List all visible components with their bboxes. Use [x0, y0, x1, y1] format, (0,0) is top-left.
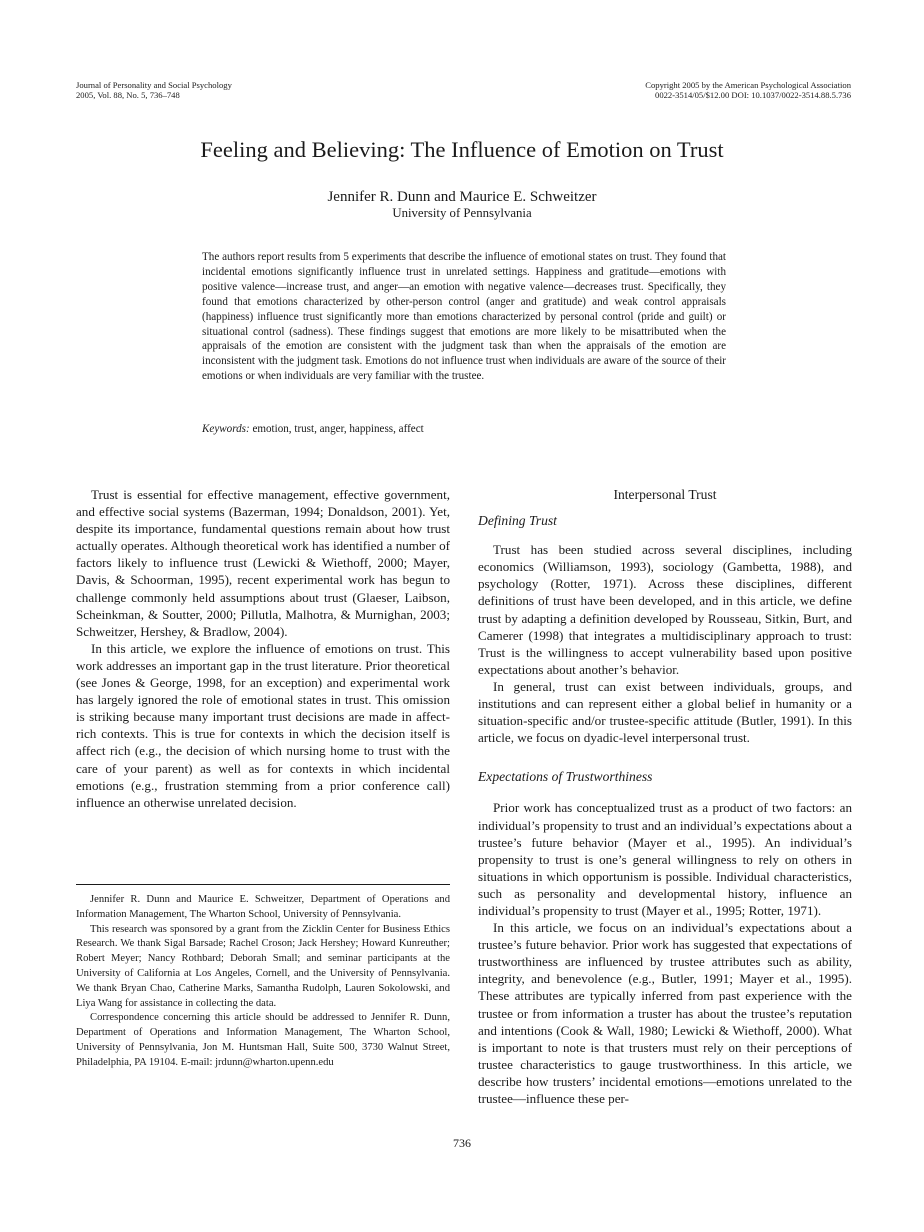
journal-volume: 2005, Vol. 88, No. 5, 736–748 [76, 90, 180, 100]
body-paragraph: Trust has been studied across several disciplines, including economics (Williamson, 1993), sociology (Gambetta, 1988), and psychology (Rotter, 1971). Across these disciplines, different definitions of trust have been developed, and in this article, we define trust by adapting a definition developed by Rousseau, Sitkin, Burt, and Camerer (1998) that integrates a multidisciplinary approach to trust: Trust is the willingness to accept vulnerability based upon positive expectations about another’s behavior. [478, 542, 852, 677]
left-column [76, 486, 450, 811]
author-names: Jennifer R. Dunn and Maurice E. Schweitzer [327, 189, 597, 205]
journal-citation [76, 80, 232, 100]
body-paragraph: Trust is essential for effective management, effective government, and effective social systems (Bazerman, 1994; Donaldson, 2001). Yet, despite its importance, fundamental questions remain about how trust actually operates. Although theoretical work has identified a number of factors likely to influence trust (Lewicki & Wiethoff, 2000; Mayer, Davis, & Schoorman, 1995), recent experimental work has begun to challenge commonly held assumptions about trust (Glaeser, Laibson, Scheinkman, & Soutter, 2000; Pillutla, Malhotra, & Murnighan, 2003; Schweitzer, Hershey, & Bradlow, 2004). [76, 487, 450, 639]
footnote-acknowledgments: This research was sponsored by a grant from the Zicklin Center for Business Ethics Research. We thank Sigal Barsade; Rachel Croson; Jack Hershey; Howard Kunreuther; Robert Meyer; Nancy Rothbard; Deborah Small; and seminar participants at the University of California at Los Angeles, Cornell, and the University of Pennsylvania. We thank Bryan Chao, Catherine Marks, Samantha Rudolph, Lauren Sokolowski, and Liya Wang for assistance in collecting the data. [76, 923, 450, 1009]
body-paragraph: In general, trust can exist between individuals, groups, and institutions and can represent either a global belief in humanity or a situation-specific and/or trustee-specific attitude (Butler, 1991). In this article, we focus on dyadic-level interpersonal trust. [478, 678, 852, 746]
keywords-list: emotion, trust, anger, happiness, affect [252, 423, 424, 435]
body-paragraph: Prior work has conceptualized trust as a product of two factors: an individual’s propensity to trust and an individual’s expectations about a trustee’s future behavior (Mayer et al., 1995). An individual’s propensity to trust is one’s general willingness to rely on others in situations in which opportunism is possible. Individual characteristics, such as personality and developmental history, influence an individual’s propensity to trust (Mayer et al., 1995; Rotter, 1971). [478, 800, 852, 918]
doi-line: 0022-3514/05/$12.00 DOI: 10.1037/0022-3514.88.5.736 [655, 90, 851, 100]
footnote-correspondence: Correspondence concerning this article should be addressed to Jennifer R. Dunn, Department of Operations and Information Management, The Wharton School, University of Pennsylvania, Jon M. Huntsman Hall, Suite 500, 3730 Walnut Street, Philadelphia, PA 19104. E-mail: jrdunn@wharton.upenn.edu [76, 1012, 450, 1068]
footnote-author-note: Jennifer R. Dunn and Maurice E. Schweitzer, Department of Operations and Information Management, The Wharton School, University of Pennsylvania. [76, 894, 450, 920]
keywords [202, 423, 726, 435]
abstract: The authors report results from 5 experiments that describe the influence of emotional states on trust. They found that incidental emotions significantly influence trust in unrelated settings. Happiness and gratitude—emotions with positive valence—increase trust, and anger—an emotion with negative valence—decreases trust. Specifically, they found that emotions characterized by other-person control (anger and gratitude) and weak control appraisals (happiness) influence trust significantly more than emotions characterized by personal control (pride and guilt) or situational control (sadness). These findings suggest that emotions are more likely to be misattributed when the appraisals of the emotion are consistent with the judgment task than when the appraisals of the emotion are inconsistent with the judgment task. Emotions do not influence trust when individuals are aware of the source of their emotions or when individuals are very familiar with the trustee. [202, 251, 726, 383]
right-column [478, 486, 852, 1107]
footnotes [76, 893, 450, 1071]
section-heading: Interpersonal Trust [613, 487, 717, 502]
footnote-divider [76, 884, 450, 885]
copyright-line: Copyright 2005 by the American Psychological Association [645, 80, 851, 90]
body-paragraph: In this article, we focus on an individual’s expectations about a trustee’s future behavior. Prior work has suggested that expectations of trustworthiness are influenced by trustee attributes such as ability, integrity, and benevolence (e.g., Butler, 1991; Mayer et al., 1995). These attributes are typically inferred from past experience with the trustee or from information a truster has about the trustee’s reputation and intentions (Cook & Wall, 1980; Lewicki & Wiethoff, 2000). What is important to note is that trusters must rely on their perceptions of trustee characteristics to gauge trustworthiness. In this article, we describe how trusters’ incidental emotions—emotions unrelated to the trustee—influence these per- [478, 920, 852, 1106]
keywords-label: Keywords: [202, 423, 250, 435]
subsection-heading: Expectations of Trustworthiness [478, 769, 653, 785]
journal-name: Journal of Personality and Social Psychology [76, 80, 232, 90]
copyright-notice [645, 80, 851, 100]
subsection-heading: Defining Trust [478, 513, 557, 529]
body-paragraph: In this article, we explore the influence of emotions on trust. This work addresses an important gap in the trust literature. Prior theoretical (see Jones & George, 1998, for an exception) and experimental work has largely ignored the role of emotional states in trust. This omission is striking because many important trust decisions are made in affect-rich contexts. This is true for contexts in which the decision itself is affect rich (e.g., the decision of which nursing home to trust with the care of your parent) as well as for contexts in which incidental emotions (e.g., frustration stemming from a prior conference call) influence an otherwise unrelated decision. [76, 640, 450, 810]
page-number: 736 [453, 1136, 471, 1150]
author-affiliation: University of Pennsylvania [392, 206, 532, 220]
article-title: Feeling and Believing: The Influence of Emotion on Trust [200, 137, 724, 162]
